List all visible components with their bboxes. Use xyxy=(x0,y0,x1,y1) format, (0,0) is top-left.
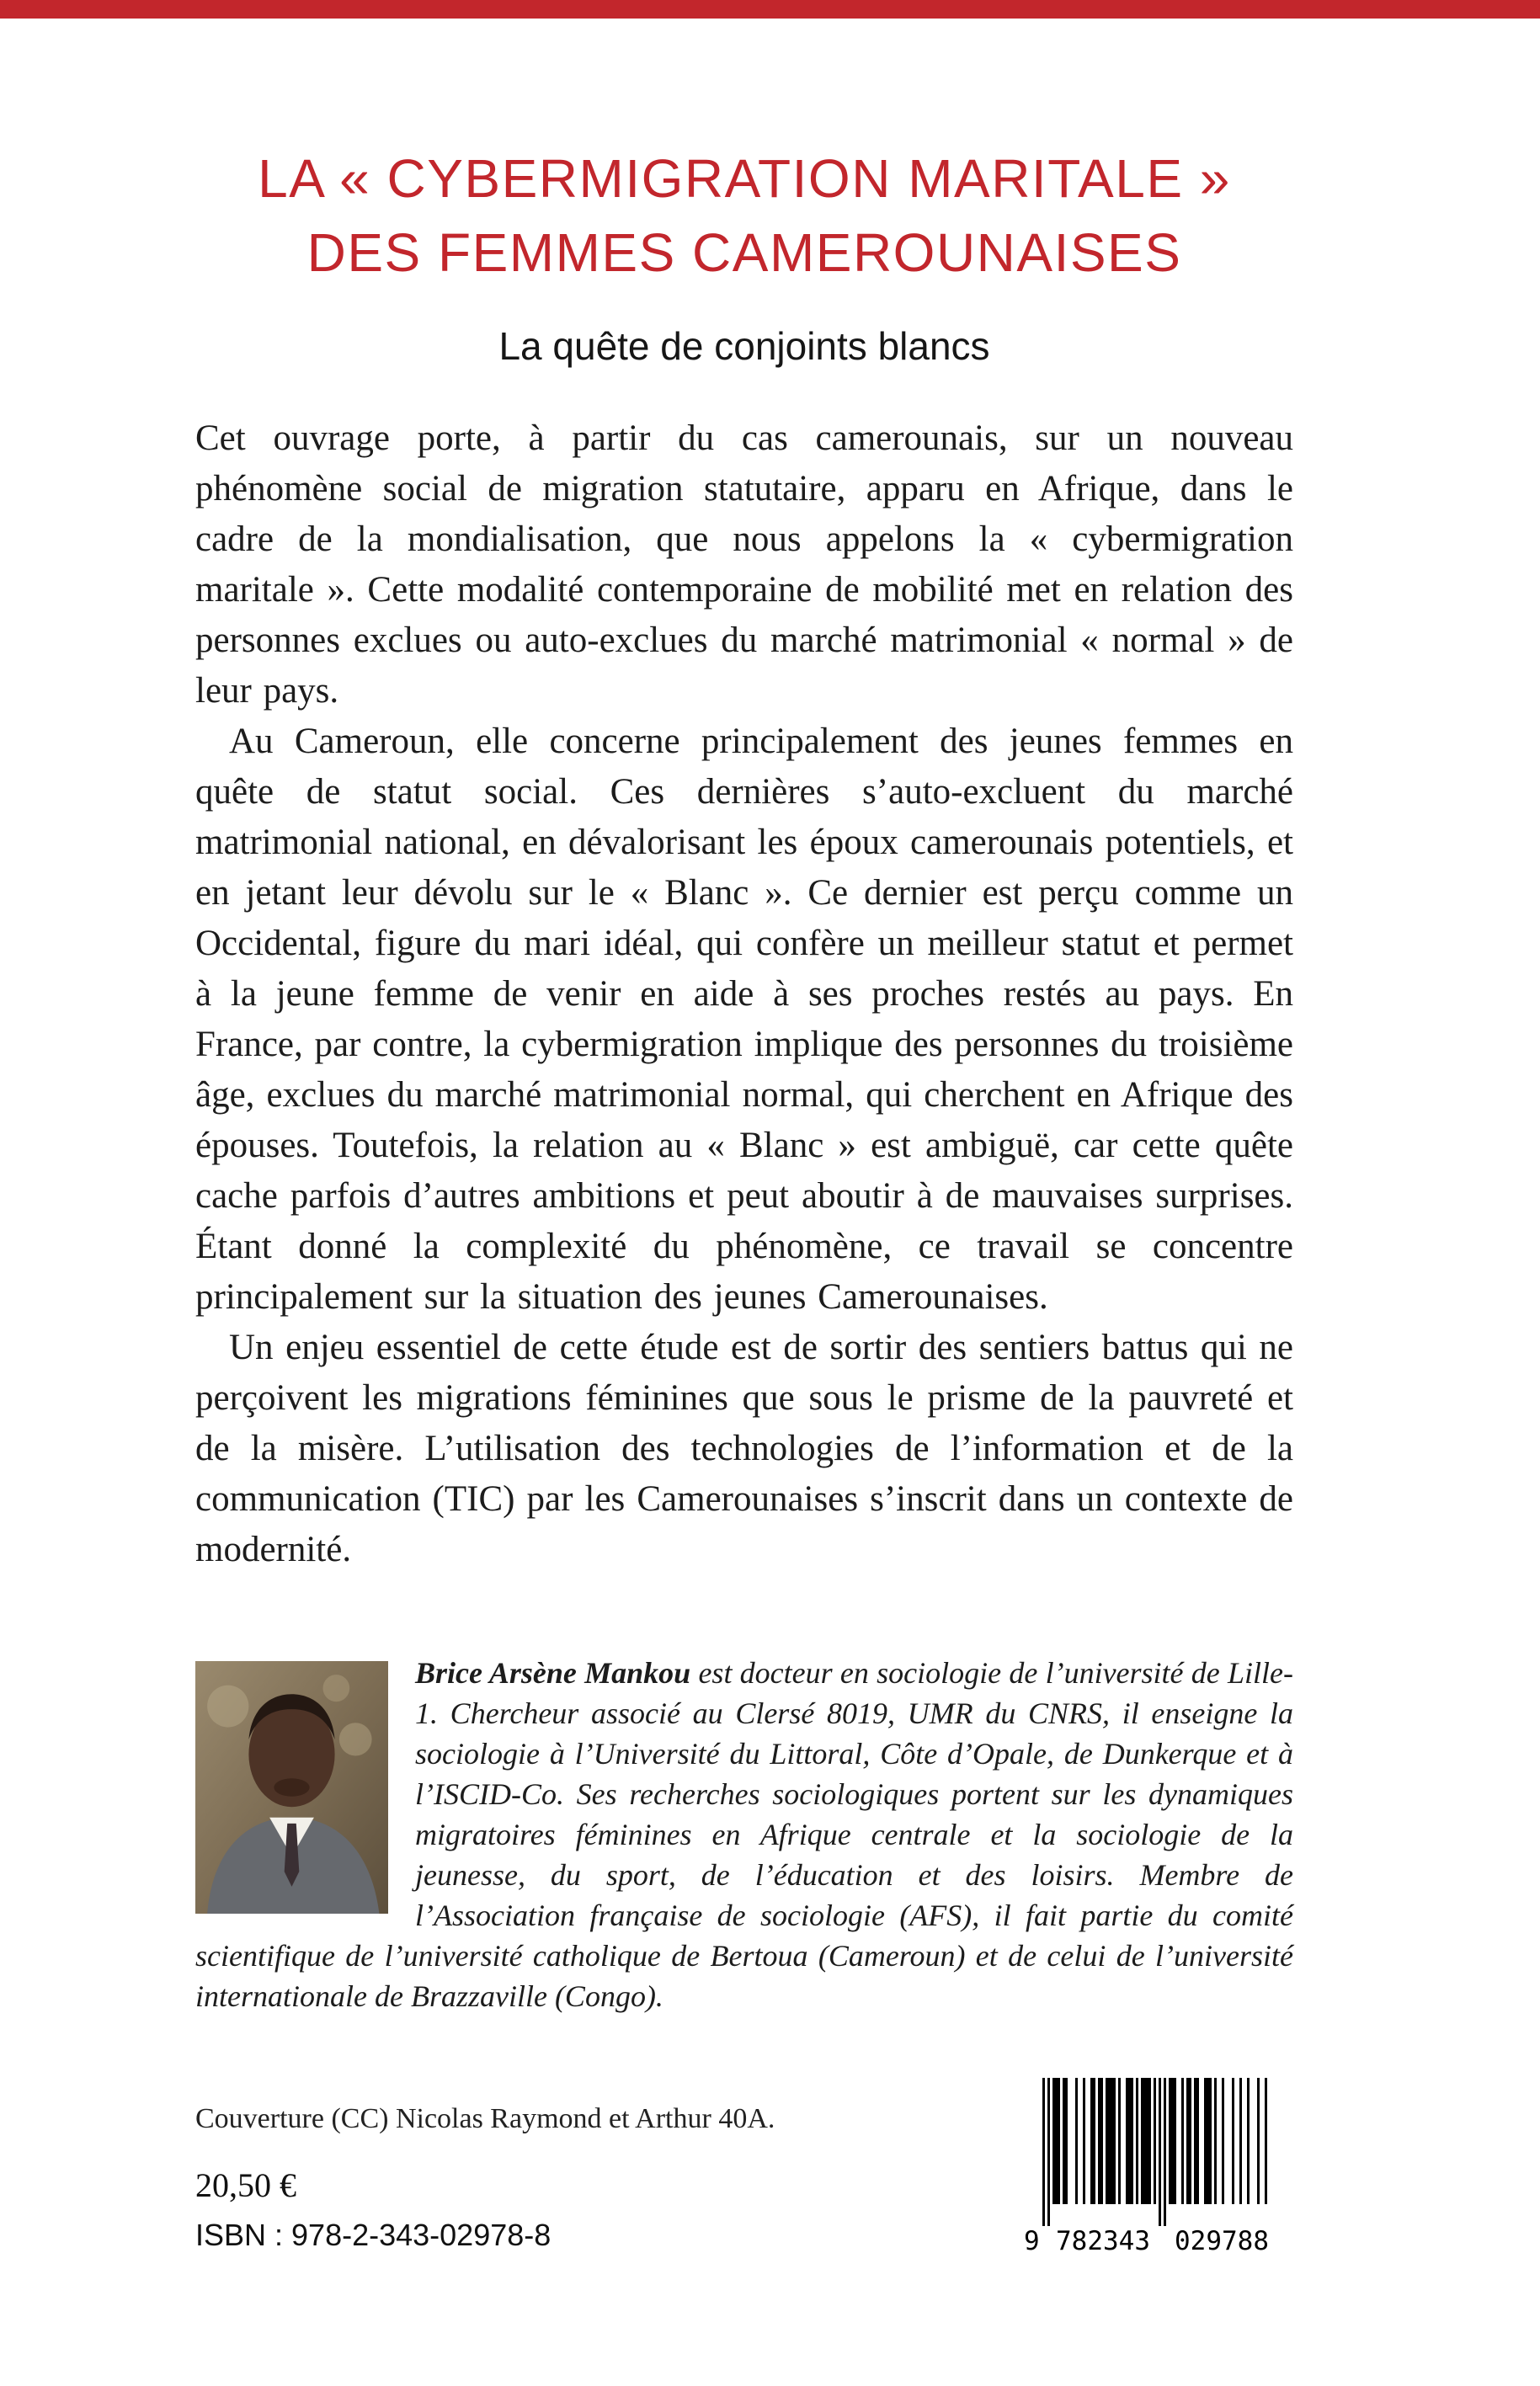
author-bio xyxy=(195,1653,1293,2016)
barcode-digits-left: 782343 xyxy=(1056,2226,1150,2256)
synopsis-paragraph-3: Un enjeu essentiel de cette étude est de sortir des sentiers battus qui ne perçoivent les migrations féminines que sous le prisme de la pauvreté et de la misère. L’utilisation des technologies de l’information et de la communication (TIC) par les Camerounaises s’inscrit dans un contexte de modernité. xyxy=(195,1328,1293,1570)
synopsis-paragraph-1: Cet ouvrage porte, à partir du cas camerounais, sur un nouveau phénomène social de migration statutaire, apparu en Afrique, dans le cadre de la mondialisation, que nous appelons la « cybermigration maritale ». Cette modalité contemporaine de mobilité met en relation des personnes exclues ou auto-exclues du marché matrimonial « normal » de leur pays. xyxy=(195,418,1293,711)
author-photo-image xyxy=(195,1661,388,1914)
cover-credit: Couverture (CC) Nicolas Raymond et Arthur 40A. xyxy=(195,2103,775,2134)
barcode-digits-right: 029788 xyxy=(1175,2226,1269,2256)
author-photo xyxy=(195,1661,388,1914)
barcode-digit-first: 9 xyxy=(1024,2226,1040,2256)
title-line-1: LA « CYBERMIGRATION MARITALE » xyxy=(258,148,1231,209)
price: 20,50 € xyxy=(195,2166,296,2204)
bio-text: est docteur en sociologie de l’université de Lille-1. Chercheur associé au Clersé 8019, UMR du CNRS, il enseigne la sociologie à l’Université du Littoral, Côte d’Opale, de Dunkerque et à l’ISCID-Co. Ses recherches sociologiques portent sur les dynamiques migratoires féminines en Afrique centrale et la sociologie de la jeunesse, du sport, de l’éducation et des loisirs. Membre de l’Association française de sociologie (AFS), il fait partie du comité scientifique de l’université catholique de Bertoua (Cameroun) et de celui de l’université internationale de Brazzaville (Congo). xyxy=(195,1656,1293,2014)
cover-content xyxy=(195,0,1293,2016)
synopsis xyxy=(195,413,1293,1575)
author-name: Brice Arsène Mankou xyxy=(415,1656,691,1691)
barcode-image xyxy=(1024,2078,1293,2260)
isbn: ISBN : 978-2-343-02978-8 xyxy=(195,2218,552,2252)
book-subtitle: La quête de conjoints blancs xyxy=(498,324,990,368)
book-title xyxy=(195,141,1293,290)
synopsis-paragraph-2: Au Cameroun, elle concerne principalement des jeunes femmes en quête de statut social. Ces dernières s’auto-excluent du marché matrimonial national, en dévalorisant les époux camerounais potentiels, et en jetant leur dévolu sur le « Blanc ». Ce dernier est perçu comme un Occidental, figure du mari idéal, qui confère un meilleur statut et permet à la jeune femme de venir en aide à ses proches restés au pays. En France, par contre, la cybermigration implique des personnes du troisième âge, exclues du marché matrimonial normal, qui cherchent en Afrique des épouses. Toutefois, la relation au « Blanc » est ambiguë, car cette quête cache parfois d’autres ambitions et peut aboutir à de mauvaises surprises. Étant donné la complexité du phénomène, ce travail se concentre principalement sur la situation des jeunes Camerounaises. xyxy=(195,722,1293,1318)
barcode xyxy=(1024,2078,1293,2260)
title-line-2: DES FEMMES CAMEROUNAISES xyxy=(306,222,1182,283)
